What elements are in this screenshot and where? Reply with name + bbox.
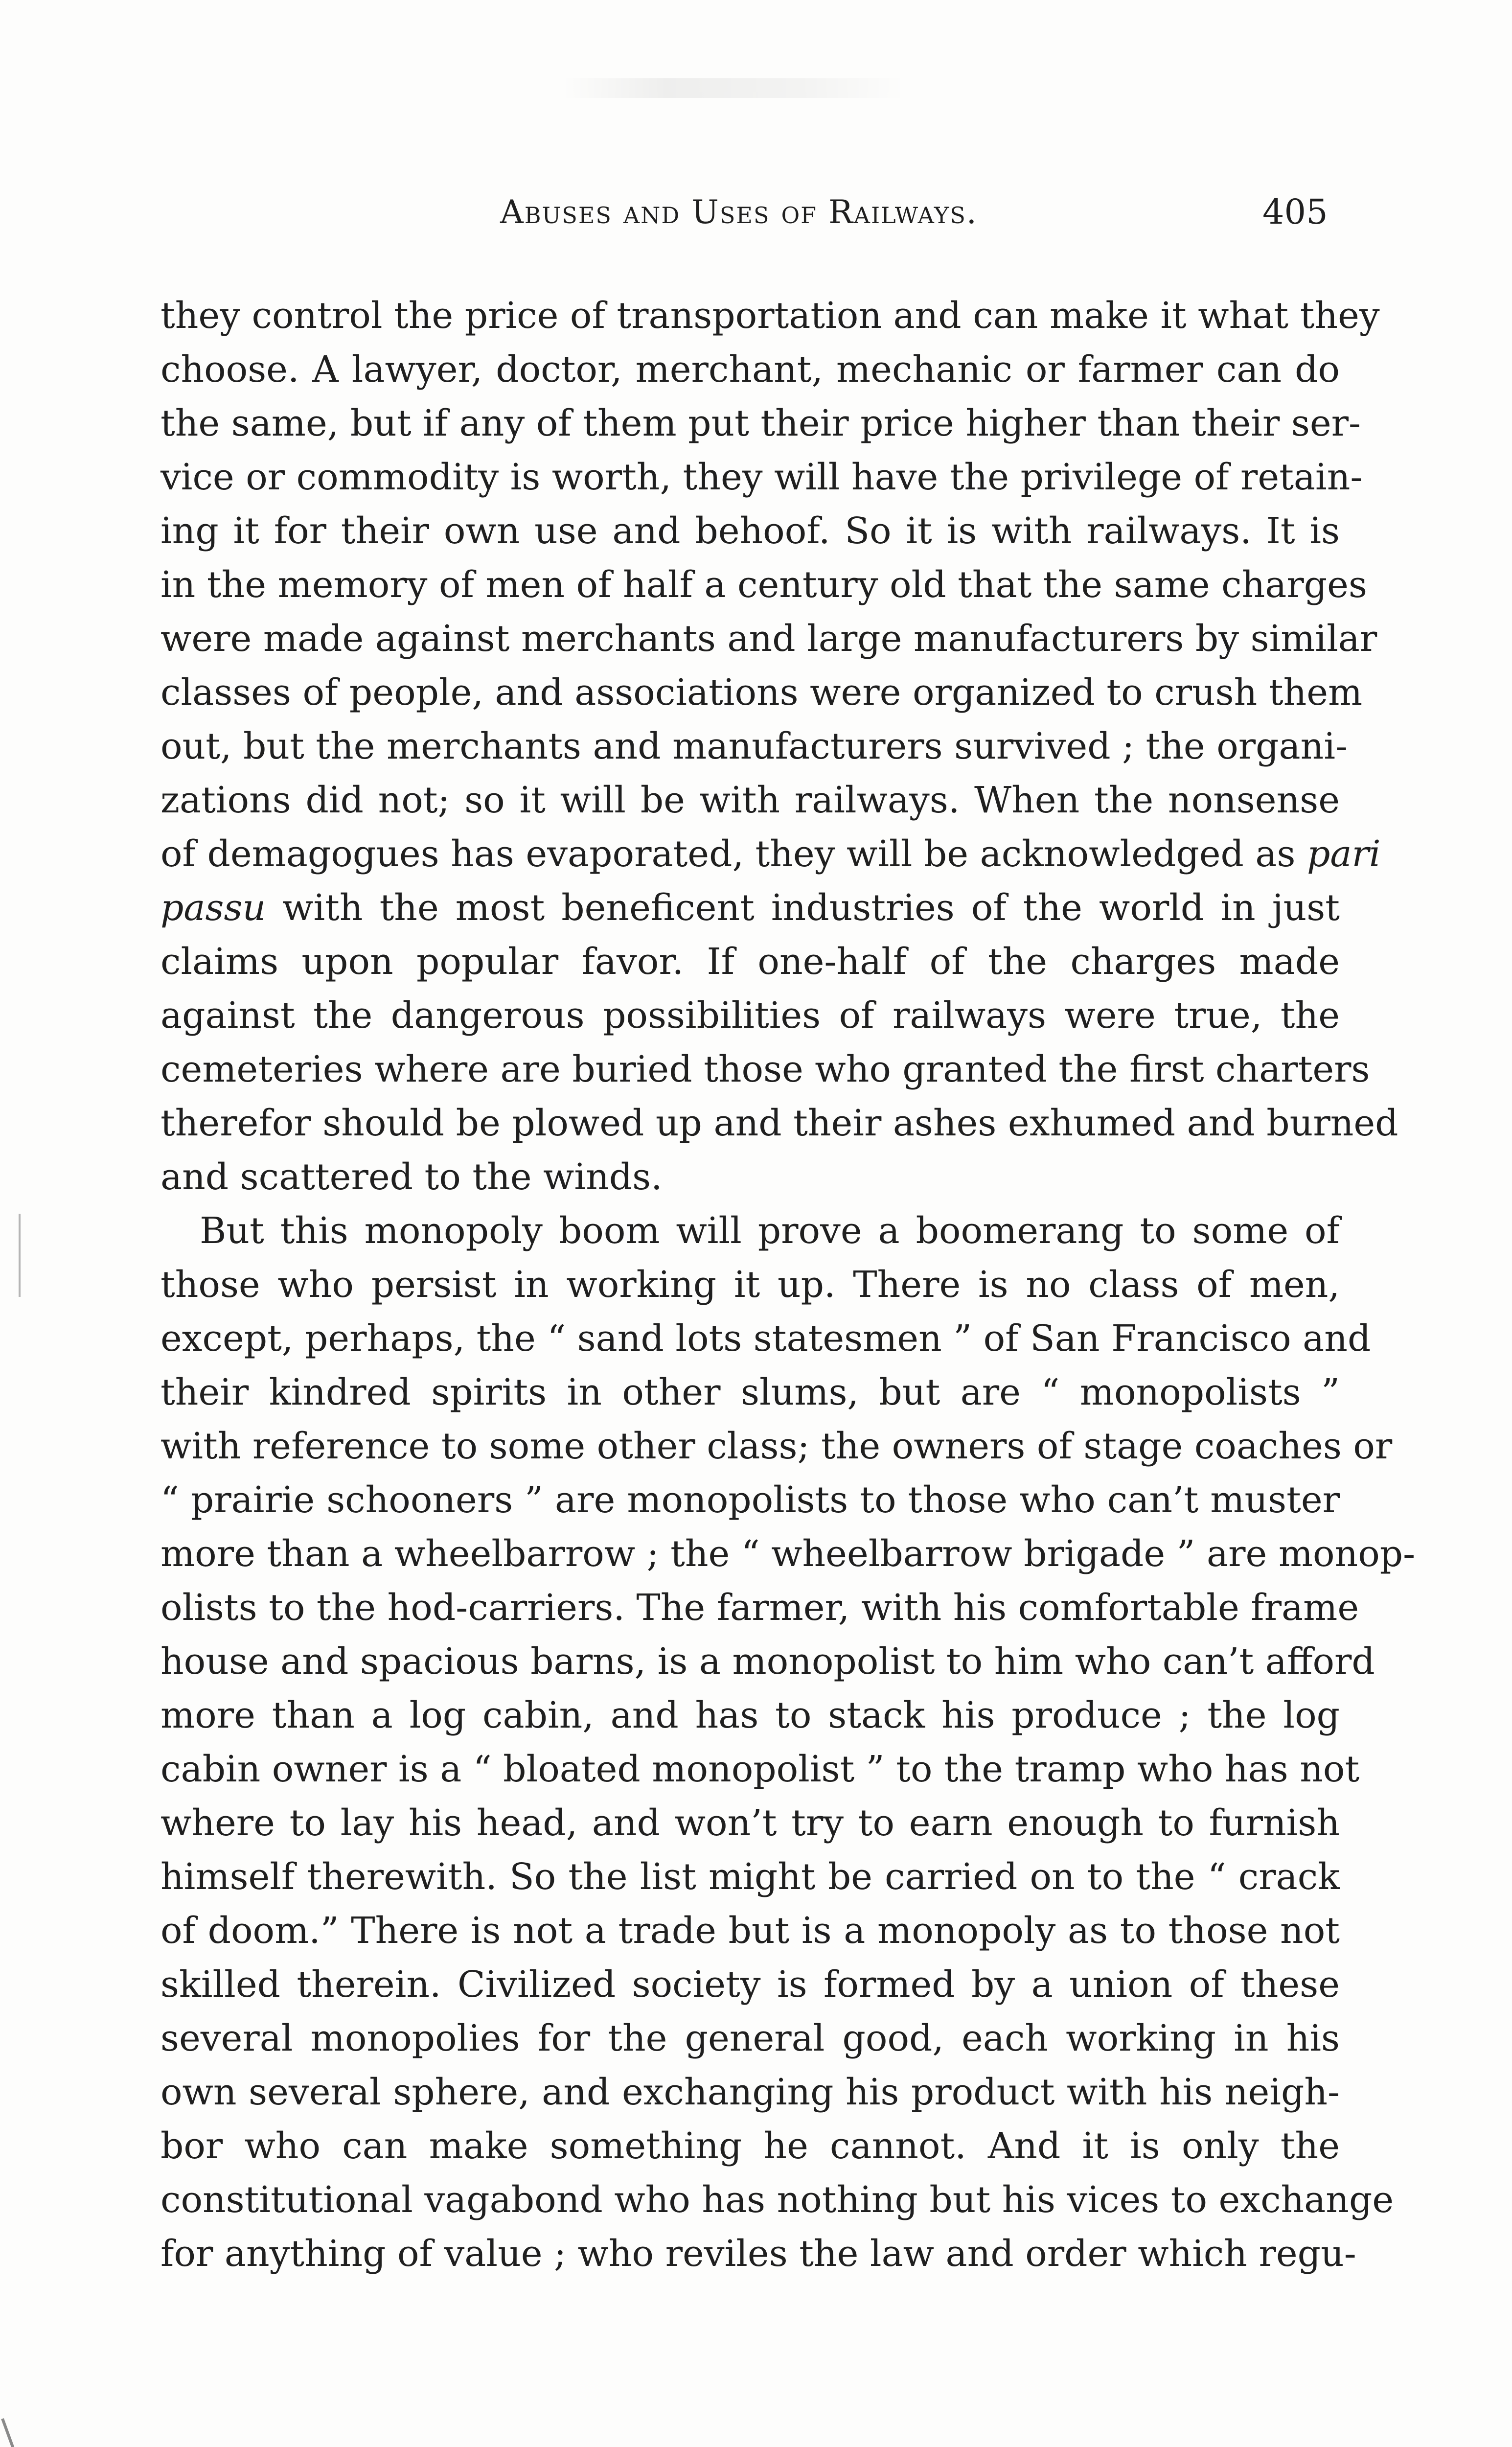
text-line: were made against merchants and large manufacturers by similar (160, 618, 1377, 660)
text-run: with the most beneficent industries of the world in just (266, 887, 1340, 929)
text-line: olists to the hod-carriers. The farmer, with his comfortable frame (160, 1587, 1359, 1629)
text-line-with-italic (160, 827, 1381, 881)
text-line: more than a log cabin, and has to stack his produce ; the log (160, 1694, 1340, 1736)
text-line: ing it for their own use and behoof. So it is with railways. It is (160, 510, 1340, 552)
corner-mark (1, 2418, 16, 2447)
text-line: “ prairie schooners ” are monopolists to those who can’t muster (160, 1479, 1340, 1521)
text-line: the same, but if any of them put their price higher than their ser- (160, 402, 1361, 444)
text-line: vice or commodity is worth, they will have the privilege of retain- (160, 456, 1363, 498)
margin-mark (19, 1214, 21, 1297)
body-text (160, 289, 1416, 2281)
text-line: classes of people, and associations were organized to crush them (160, 671, 1363, 714)
text-line: except, perhaps, the “ sand lots statesmen ” of San Francisco and (160, 1317, 1371, 1360)
text-line: cabin owner is a “ bloated monopolist ” to the tramp who has not (160, 1748, 1360, 1790)
running-head-title: Abuses and Uses of Railways. (500, 193, 978, 231)
text-line: zations did not; so it will be with railways. When the nonsense (160, 779, 1340, 821)
text-line: therefor should be plowed up and their ashes exhumed and burned (160, 1102, 1398, 1144)
italic-phrase: passu (160, 887, 266, 929)
text-line: of doom.” There is not a trade but is a monopoly as to those not (160, 1910, 1340, 1952)
text-line: they control the price of transportation and can make it what they (160, 295, 1380, 337)
text-run: of demagogues has evaporated, they will be acknowledged as (160, 833, 1296, 875)
text-line: their kindred spirits in other slums, but are “ monopolists ” (160, 1371, 1340, 1413)
page-number: 405 (1262, 192, 1328, 232)
text-line: several monopolies for the general good, each working in his (160, 2017, 1340, 2059)
text-line: out, but the merchants and manufacturers survived ; the organi- (160, 725, 1348, 767)
text-line: himself therewith. So the list might be carried on to the “ crack (160, 1856, 1340, 1898)
text-line: skilled therein. Civilized society is formed by a union of these (160, 1963, 1340, 2006)
text-line: for anything of value ; who reviles the law and order which regu- (160, 2233, 1356, 2275)
text-line: in the memory of men of half a century old that the same charges (160, 564, 1367, 606)
text-line: own several sphere, and exchanging his product with his neigh- (160, 2071, 1340, 2113)
text-line: house and spacious barns, is a monopolist to him who can’t afford (160, 1640, 1375, 1683)
text-line-with-italic (160, 881, 1340, 935)
text-line: those who persist in working it up. There is no class of men, (160, 1264, 1340, 1306)
page-bleed-through (563, 78, 905, 98)
text-line: against the dangerous possibilities of railways were true, the (160, 994, 1340, 1037)
text-line: But this monopoly boom will prove a boomerang to some of (200, 1210, 1340, 1252)
text-line: where to lay his head, and won’t try to earn enough to furnish (160, 1802, 1340, 1844)
text-line: claims upon popular favor. If one-half of the charges made (160, 941, 1340, 983)
text-line: and scattered to the winds. (160, 1156, 663, 1198)
text-line: cemeteries where are buried those who granted the first charters (160, 1048, 1370, 1090)
text-line: choose. A lawyer, doctor, merchant, mechanic or farmer can do (160, 348, 1340, 391)
text-line: more than a wheelbarrow ; the “ wheelbarrow brigade ” are monop- (160, 1533, 1416, 1575)
text-line: bor who can make something he cannot. And it is only the (160, 2125, 1340, 2167)
text-line: with reference to some other class; the owners of stage coaches or (160, 1425, 1393, 1467)
italic-phrase: pari (1307, 833, 1381, 875)
text-line: constitutional vagabond who has nothing but his vices to exchange (160, 2179, 1394, 2221)
